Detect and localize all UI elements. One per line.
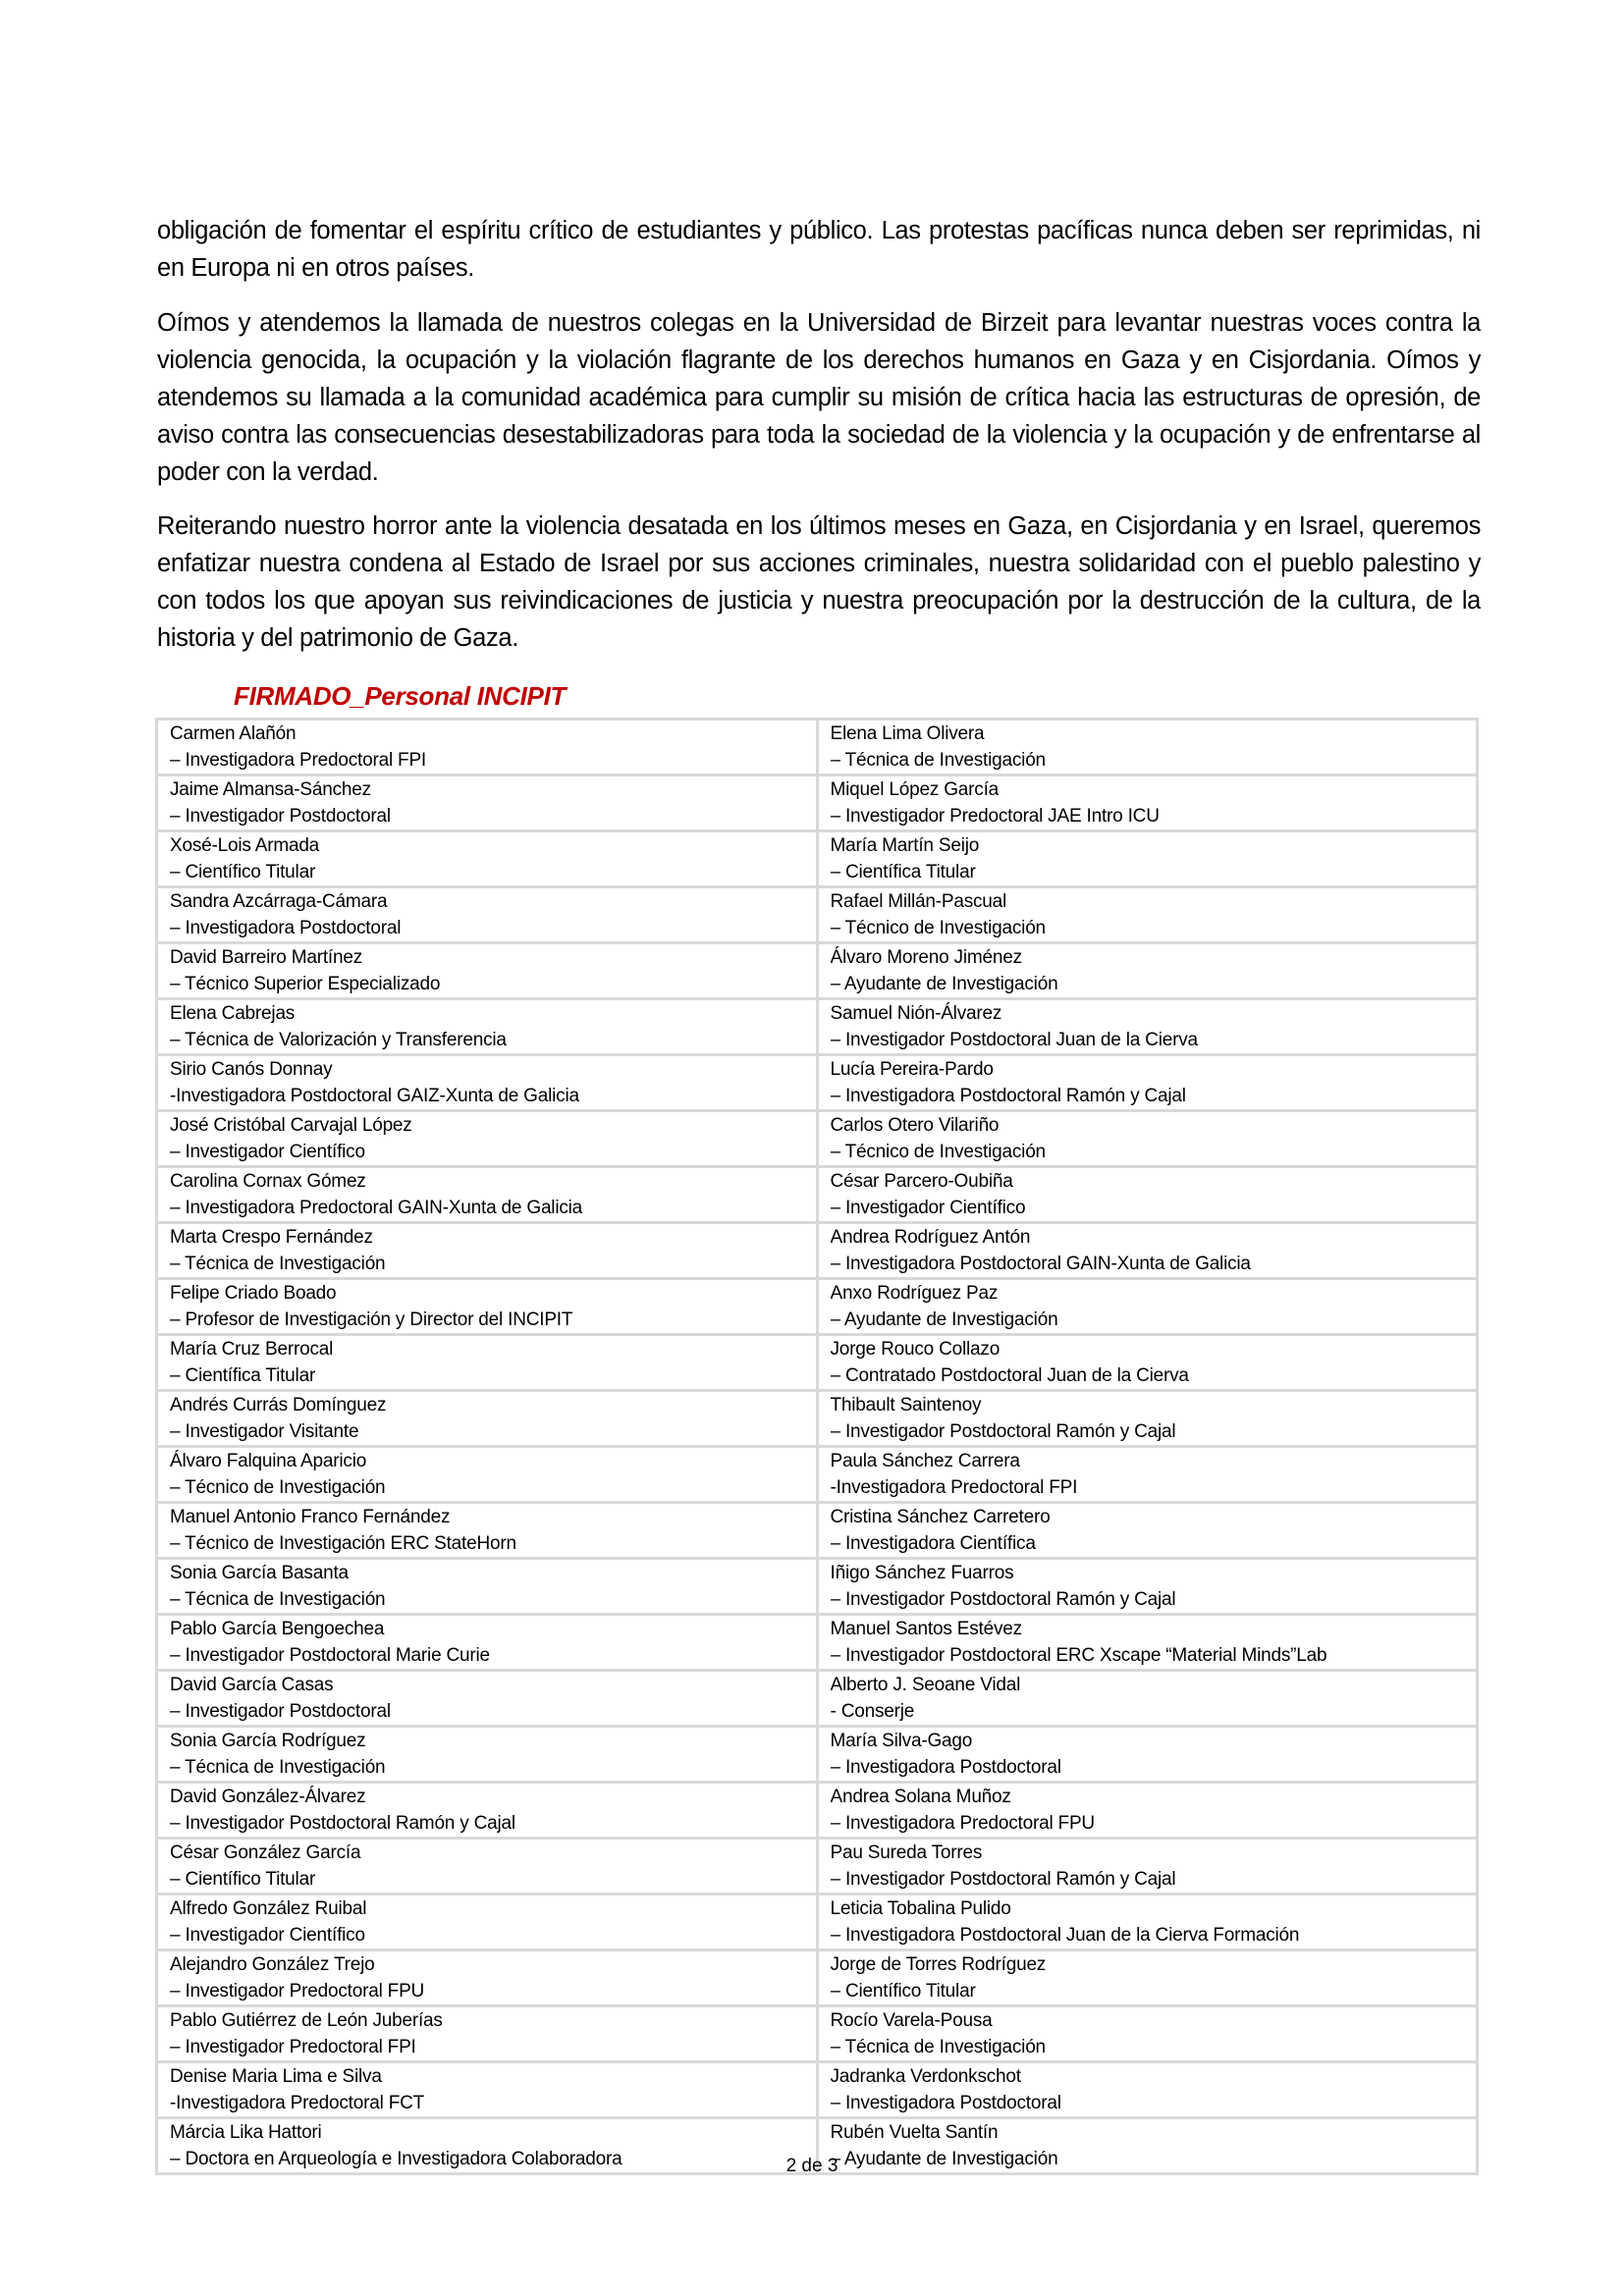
table-row xyxy=(157,1167,1478,1223)
signatory-role: – Investigadora Predoctoral FPU xyxy=(830,1813,1095,1834)
signatory-name: María Silva-Gago xyxy=(830,1731,973,1751)
table-row xyxy=(157,775,1478,831)
signatory-cell xyxy=(157,1950,818,2006)
signatory-role: – Investigador Científico xyxy=(170,1142,365,1162)
signatory-role: – Técnica de Investigación xyxy=(170,1254,386,1274)
signatory-cell xyxy=(157,1111,818,1167)
signatory-cell xyxy=(817,943,1478,999)
signatory-role: – Técnica de Valorización y Transferencia xyxy=(170,1030,507,1050)
signatory-name: Felipe Criado Boado xyxy=(170,1283,337,1304)
signatory-cell xyxy=(817,1839,1478,1895)
signatory-cell xyxy=(817,1055,1478,1111)
signatory-cell xyxy=(157,831,818,887)
signatory-name: Rafael Millán-Pascual xyxy=(830,891,1007,912)
signatory-name: Marta Crespo Fernández xyxy=(170,1227,373,1248)
signatory-cell xyxy=(817,720,1478,775)
signatory-role: – Contratado Postdoctoral Juan de la Cierva xyxy=(830,1365,1189,1386)
signatory-cell xyxy=(157,943,818,999)
signatory-role: – Investigadora Predoctoral FPI xyxy=(170,750,426,771)
signatory-name: Denise Maria Lima e Silva xyxy=(170,2066,382,2087)
table-row xyxy=(157,1111,1478,1167)
table-row xyxy=(157,2006,1478,2062)
signatory-role: – Investigador Predoctoral JAE Intro ICU xyxy=(830,806,1160,827)
table-row xyxy=(157,720,1478,775)
signatory-cell xyxy=(157,1447,818,1503)
signatory-name: Alfredo González Ruibal xyxy=(170,1898,367,1919)
signatory-cell xyxy=(157,2062,818,2118)
signatory-role: – Técnico de Investigación ERC StateHorn xyxy=(170,1533,516,1554)
signatory-cell xyxy=(817,2062,1478,2118)
signatory-cell xyxy=(157,720,818,775)
table-row xyxy=(157,1055,1478,1111)
signatory-name: Anxo Rodríguez Paz xyxy=(830,1283,999,1304)
signatory-cell xyxy=(157,1223,818,1279)
signatory-name: Alejandro González Trejo xyxy=(170,1954,375,1975)
signatory-cell xyxy=(157,1279,818,1335)
signatory-name: Carolina Cornax Gómez xyxy=(170,1171,366,1192)
signatory-name: Jorge Rouco Collazo xyxy=(830,1339,1001,1360)
signatory-name: Andrea Solana Muñoz xyxy=(830,1787,1011,1807)
signatory-cell xyxy=(157,1559,818,1615)
signatory-role: – Investigadora Postdoctoral xyxy=(830,1757,1061,1778)
signatories-table xyxy=(155,718,1479,2175)
signatory-role: – Técnico de Investigación xyxy=(170,1477,386,1498)
table-row xyxy=(157,1559,1478,1615)
table-row xyxy=(157,2062,1478,2118)
signatory-name: David González-Álvarez xyxy=(170,1787,366,1807)
table-row xyxy=(157,1279,1478,1335)
signatory-role: -Investigadora Predoctoral FCT xyxy=(170,2093,425,2113)
signatory-role: -Investigadora Predoctoral FPI xyxy=(830,1477,1078,1498)
paragraph-2: Oímos y atendemos la llamada de nuestros colegas en la Universidad de Birzeit para levantar nuestras voces contra la violencia genocida, la ocupación y la violación flagrante de los derechos humanos en Gaza y en Cisjordania. Oímos y atendemos su llamada a la comunidad académica para cumplir su misión de crítica hacia las estructuras de opresión, de aviso contra las consecuencias desestabilizadoras para toda la sociedad de la violencia y la ocupación y de enfrentarse al poder con la verdad. xyxy=(157,309,1481,486)
signatory-name: José Cristóbal Carvajal López xyxy=(170,1115,412,1136)
table-row xyxy=(157,1223,1478,1279)
signatory-role: – Científico Titular xyxy=(170,862,316,882)
signatory-cell xyxy=(157,1895,818,1950)
signatory-name: Alberto J. Seoane Vidal xyxy=(830,1675,1021,1695)
signatory-name: Iñigo Sánchez Fuarros xyxy=(830,1563,1014,1583)
signatory-name: Sirio Canós Donnay xyxy=(170,1059,333,1080)
signatory-role: – Investigador Postdoctoral Marie Curie xyxy=(170,1645,490,1666)
signatory-cell xyxy=(157,1727,818,1783)
signatories-title: FIRMADO_Personal INCIPIT xyxy=(234,681,567,711)
signatory-name: Carmen Alañón xyxy=(170,723,297,744)
signatory-cell xyxy=(817,831,1478,887)
signatory-name: Elena Lima Olivera xyxy=(830,723,985,744)
signatory-role: – Técnico Superior Especializado xyxy=(170,974,441,994)
signatory-role: – Investigadora Científica xyxy=(830,1533,1036,1554)
signatory-role: – Investigadora Postdoctoral Juan de la Cierva Formación xyxy=(830,1925,1300,1946)
table-row xyxy=(157,831,1478,887)
signatory-role: – Científica Titular xyxy=(170,1365,316,1386)
signatory-cell xyxy=(157,2006,818,2062)
signatory-name: David Barreiro Martínez xyxy=(170,947,363,968)
signatory-role: – Investigador Predoctoral FPU xyxy=(170,1981,425,2002)
signatory-cell xyxy=(817,1895,1478,1950)
signatory-cell xyxy=(157,1335,818,1391)
signatory-cell xyxy=(817,775,1478,831)
signatory-name: Pablo García Bengoechea xyxy=(170,1619,385,1639)
signatory-role: – Técnica de Investigación xyxy=(830,750,1046,771)
signatory-role: - Conserje xyxy=(830,1701,915,1722)
signatory-name: Rubén Vuelta Santín xyxy=(830,2122,999,2143)
signatory-role: – Investigador Postdoctoral Ramón y Cajal xyxy=(830,1589,1176,1610)
signatory-cell xyxy=(157,1615,818,1671)
signatory-cell xyxy=(157,775,818,831)
signatory-cell xyxy=(817,1783,1478,1839)
signatory-role: – Técnico de Investigación xyxy=(830,918,1046,938)
table-row xyxy=(157,943,1478,999)
signatory-cell xyxy=(817,1727,1478,1783)
signatory-role: – Investigadora Predoctoral GAIN-Xunta de Galicia xyxy=(170,1198,583,1218)
signatory-cell xyxy=(817,1391,1478,1447)
signatory-role: – Investigador Postdoctoral xyxy=(170,1701,391,1722)
signatory-name: Jaime Almansa-Sánchez xyxy=(170,779,371,800)
signatory-role: – Investigador Científico xyxy=(830,1198,1026,1218)
signatory-name: Márcia Lika Hattori xyxy=(170,2122,322,2143)
signatory-name: Jorge de Torres Rodríguez xyxy=(830,1954,1047,1975)
table-row xyxy=(157,1447,1478,1503)
signatory-name: Carlos Otero Vilariño xyxy=(830,1115,1000,1136)
signatory-role: – Investigador Científico xyxy=(170,1925,365,1946)
signatory-name: Sandra Azcárraga-Cámara xyxy=(170,891,388,912)
signatory-role: – Profesor de Investigación y Director del INCIPIT xyxy=(170,1309,573,1330)
signatory-name: Manuel Santos Estévez xyxy=(830,1619,1022,1639)
signatory-role: – Investigadora Postdoctoral xyxy=(170,918,402,938)
signatory-role: – Técnico de Investigación xyxy=(830,1142,1046,1162)
table-row xyxy=(157,999,1478,1055)
paragraph-1: obligación de fomentar el espíritu crítico de estudiantes y público. Las protestas pacíficas nunca deben ser reprimidas, ni en Europa ni en otros países. xyxy=(157,217,1481,282)
signatory-name: Álvaro Moreno Jiménez xyxy=(830,947,1022,968)
signatory-name: Sonia García Basanta xyxy=(170,1563,349,1583)
signatory-name: Andrea Rodríguez Antón xyxy=(830,1227,1031,1248)
signatory-cell xyxy=(817,1223,1478,1279)
signatory-name: Álvaro Falquina Aparicio xyxy=(170,1451,367,1471)
signatory-role: – Técnica de Investigación xyxy=(830,2037,1046,2057)
signatory-name: Leticia Tobalina Pulido xyxy=(830,1898,1011,1919)
signatory-cell xyxy=(817,2006,1478,2062)
paragraph-3: Reiterando nuestro horror ante la violencia desatada en los últimos meses en Gaza, en Cisjordania y en Israel, queremos enfatizar nuestra condena al Estado de Israel por sus acciones criminales, nuestra solidaridad con el pueblo palestino y con todos los que apoyan sus reivindicaciones de justicia y nuestra preocupación por la destrucción de la cultura, de la historia y del patrimonio de Gaza. xyxy=(157,512,1481,652)
signatory-name: Paula Sánchez Carrera xyxy=(830,1451,1020,1471)
signatory-name: María Cruz Berrocal xyxy=(170,1339,334,1360)
signatory-role: – Investigador Postdoctoral Ramón y Cajal xyxy=(170,1813,515,1834)
signatory-name: Andrés Currás Domínguez xyxy=(170,1395,387,1415)
signatory-cell xyxy=(157,1839,818,1895)
table-row xyxy=(157,1615,1478,1671)
signatory-cell xyxy=(817,1447,1478,1503)
table-row xyxy=(157,1335,1478,1391)
signatory-cell xyxy=(817,887,1478,943)
signatory-cell xyxy=(157,887,818,943)
signatory-cell xyxy=(157,1783,818,1839)
signatory-role: -Investigadora Postdoctoral GAIZ-Xunta de Galicia xyxy=(170,1086,579,1106)
signatory-role: – Investigadora Postdoctoral Ramón y Cajal xyxy=(830,1086,1186,1106)
signatory-cell xyxy=(157,1503,818,1559)
signatory-role: – Investigador Predoctoral FPI xyxy=(170,2037,416,2057)
signatory-cell xyxy=(817,1559,1478,1615)
signatory-cell xyxy=(817,1335,1478,1391)
signatory-role: – Investigador Visitante xyxy=(170,1421,359,1442)
signatory-cell xyxy=(817,1111,1478,1167)
signatory-cell xyxy=(157,1391,818,1447)
signatory-name: Miquel López García xyxy=(830,779,1000,800)
signatory-role: – Científico Titular xyxy=(170,1869,316,1890)
signatory-role: – Investigadora Postdoctoral GAIN-Xunta de Galicia xyxy=(830,1254,1251,1274)
signatory-role: – Investigadora Postdoctoral xyxy=(830,2093,1061,2113)
table-row xyxy=(157,1783,1478,1839)
signatory-name: César González García xyxy=(170,1842,361,1863)
signatory-name: César Parcero-Oubiña xyxy=(830,1171,1013,1192)
signatory-name: Lucía Pereira-Pardo xyxy=(830,1059,994,1080)
signatory-name: Pau Sureda Torres xyxy=(830,1842,983,1863)
signatory-name: Jadranka Verdonkschot xyxy=(830,2066,1021,2087)
signatory-role: – Doctora en Arqueología e Investigadora Colaboradora xyxy=(170,2149,623,2169)
signatory-name: David García Casas xyxy=(170,1675,334,1695)
signatory-name: Xosé-Lois Armada xyxy=(170,835,320,856)
signatory-name: Sonia García Rodríguez xyxy=(170,1731,366,1751)
signatory-role: – Investigador Postdoctoral Ramón y Cajal xyxy=(830,1421,1176,1442)
signatory-role: – Ayudante de Investigación xyxy=(830,1309,1058,1330)
signatory-role: – Técnica de Investigación xyxy=(170,1589,386,1610)
signatory-role: – Investigador Postdoctoral Ramón y Cajal xyxy=(830,1869,1176,1890)
signatory-cell xyxy=(817,1503,1478,1559)
signatory-name: Pablo Gutiérrez de León Juberías xyxy=(170,2010,443,2031)
signatory-role: – Ayudante de Investigación xyxy=(830,2149,1058,2169)
table-row xyxy=(157,1391,1478,1447)
signatories-table-body xyxy=(157,720,1478,2174)
signatory-role: – Técnica de Investigación xyxy=(170,1757,386,1778)
signatory-name: Elena Cabrejas xyxy=(170,1003,296,1024)
signatory-name: Cristina Sánchez Carretero xyxy=(830,1507,1051,1527)
signatory-name: Samuel Nión-Álvarez xyxy=(830,1003,1002,1024)
table-row xyxy=(157,1727,1478,1783)
signatory-cell xyxy=(817,1671,1478,1727)
signatory-role: – Investigador Postdoctoral xyxy=(170,806,391,827)
table-row xyxy=(157,887,1478,943)
table-row xyxy=(157,1839,1478,1895)
table-row xyxy=(157,1503,1478,1559)
signatory-name: Manuel Antonio Franco Fernández xyxy=(170,1507,451,1527)
page-number: 2 de 3 xyxy=(785,2156,839,2176)
signatory-name: Rocío Varela-Pousa xyxy=(830,2010,993,2031)
signatory-cell xyxy=(157,1055,818,1111)
signatory-role: – Científico Titular xyxy=(830,1981,976,2002)
signatory-cell xyxy=(817,1279,1478,1335)
signatory-role: – Investigador Postdoctoral Juan de la Cierva xyxy=(830,1030,1198,1050)
signatory-role: – Investigador Postdoctoral ERC Xscape “Material Minds”Lab xyxy=(830,1645,1327,1666)
table-row xyxy=(157,1895,1478,1950)
signatory-cell xyxy=(817,1167,1478,1223)
signatory-role: – Científica Titular xyxy=(830,862,976,882)
signatory-cell xyxy=(157,1671,818,1727)
signatory-cell xyxy=(157,1167,818,1223)
signatory-role: – Ayudante de Investigación xyxy=(830,974,1058,994)
signatory-cell xyxy=(817,1615,1478,1671)
signatory-name: María Martín Seijo xyxy=(830,835,980,856)
signatory-cell xyxy=(157,999,818,1055)
table-row xyxy=(157,1671,1478,1727)
signatory-cell xyxy=(817,1950,1478,2006)
signatory-name: Thibault Saintenoy xyxy=(830,1395,982,1415)
signatory-cell xyxy=(817,999,1478,1055)
table-row xyxy=(157,1950,1478,2006)
